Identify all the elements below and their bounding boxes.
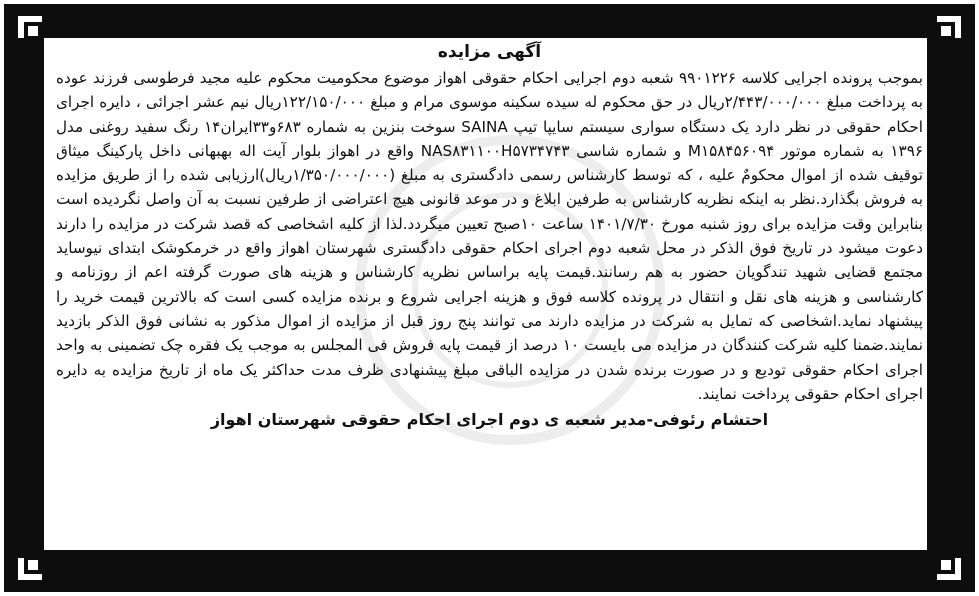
auction-notice <box>52 40 927 554</box>
corner-ornament <box>927 10 967 44</box>
corner-ornament <box>12 552 52 586</box>
notice-title: آگهی مزایده <box>437 42 542 62</box>
corner-ornament <box>927 552 967 586</box>
notice-body: بموجب پرونده اجرایی کلاسه ۹۹۰۱۲۲۶ شعبه دوم اجرایی احکام حقوقی اهواز موضوع محکومیت محکوم علیه مجید فرطوسی فرزند عوده به پرداخت مبلغ ۲/۴۴۳/۰۰۰/۰۰۰ریال در حق محکوم له سیده سکینه موسوی مرام و مبلغ ۱۲۲/۱۵۰/۰۰۰ریال نیم عشر اجرائی ، دایره اجرای احکام حقوقی در نظر دارد یک دستگاه سواری سیستم سایپا تیپ SAINA سوخت بنزین به شماره ۶۸۳و۳۳ایران۱۴ رنگ سفید روغنی مدل ۱۳۹۶ به شماره موتور M۱۵۸۴۵۶۰۹۴ و شماره شاسی NAS۸۳۱۱۰۰H۵۷۳۴۷۴۳ واقع در اهواز بلوار آیت اله بهبهانی داخل پارکینگ میثاق توقیف شده از اموال محکومٌ علیه ، که توسط کارشناس رسمی دادگستری به مبلغ (۱/۳۵۰/۰۰۰/۰۰۰ریال)ارزیابی شده را از طریق مزایده به فروش بگذارد.نظر به اینکه نظریه کارشناس به طرفین ابلاغ و در موعد قانونی هیچ اعتراضی از طرفین نسبت به آن واصل نگردیده است بنابراین وقت مزایده برای روز شنبه مورخ ۱۴۰۱/۷/۳۰ ساعت ۱۰صبح تعیین میگردد.لذا از کلیه اشخاصی که قصد شرکت در مزایده را دارند دعوت میشود در تاریخ فوق الذکر در محل شعبه دوم اجرای احکام حقوقی دادگستری شهرستان اهواز واقع در خرمکوشک ابتدای نیوساید مجتمع قضایی شهید تندگویان حضور به هم رسانند.قیمت پایه براساس نظریه کارشناس و هزینه های صورت گرفته اعم از روزنامه و کارشناسی و هزینه های نقل و انتقال در پرونده کلاسه فوق و هزینه اجرایی شروع و برنده مزایده کسی است که بالاترین قیمت خرید را پیشنهاد نماید.اشخاصی که تمایل به شرکت در مزایده دارند می توانند پنج روز قبل از مزایده از اموال مذکور به نشانی فوق الذکر بازدید نمایند.ضمنا کلیه شرکت کنندگان در مزایده می بایست ۱۰ درصد از قیمت پایه فروش فی المجلس به موجب یک فقره چک تضمینی به واحد اجرای احکام حقوقی تودیع و در صورت برنده شدن در مزایده الباقی مبلغ پیشنهادی ظرف مدت حداکثر یک ماه از تاریخ مزایده به دایره اجرای احکام حقوقی پرداخت نمایند. <box>56 69 924 403</box>
notice-signature: احتشام رئوفی-مدیر شعبه ی دوم اجرای احکام حقوقی شهرستان اهواز <box>210 410 769 430</box>
